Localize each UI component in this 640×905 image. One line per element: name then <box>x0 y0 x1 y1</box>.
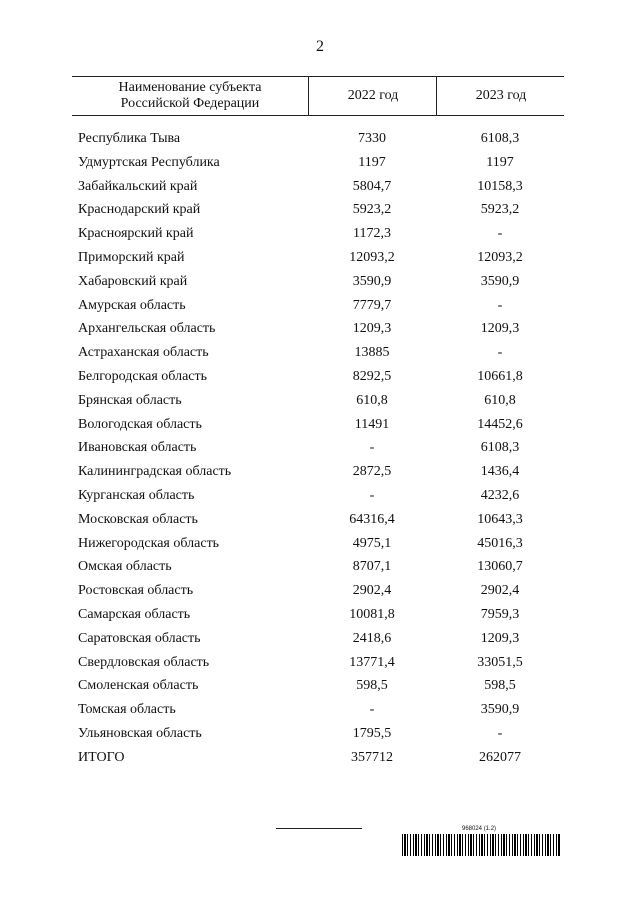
row-subject-name: Амурская область <box>78 297 186 313</box>
page-number: 2 <box>316 38 324 55</box>
row-value-2023: 14452,6 <box>477 416 523 432</box>
row-value-2022: 357712 <box>351 749 393 765</box>
row-value-2022: - <box>369 487 375 503</box>
row-value-2023: 45016,3 <box>477 535 523 551</box>
row-value-2022: 7330 <box>358 131 386 146</box>
row-value-2022: 8707,1 <box>352 559 392 575</box>
row-value-2023: 5923,2 <box>480 202 520 218</box>
table-row <box>72 580 564 604</box>
row-value-2022: 2418,6 <box>352 630 392 646</box>
table-row <box>72 390 564 414</box>
table-row <box>72 199 564 223</box>
row-value-2022: - <box>369 702 375 718</box>
table-row <box>72 247 564 271</box>
footer-divider <box>276 828 362 829</box>
row-subject-name: Вологодская область <box>78 416 202 432</box>
row-value-2022: 7779,7 <box>352 297 392 313</box>
row-subject-name: Красноярский край <box>78 226 194 242</box>
row-subject-name: Самарская область <box>78 606 191 622</box>
row-value-2022: 11491 <box>354 416 390 432</box>
row-value-2022: 2872,5 <box>352 464 392 480</box>
table-row <box>72 699 564 723</box>
row-value-2023: 598,5 <box>484 678 516 694</box>
row-value-2023: 13060,7 <box>477 559 523 575</box>
row-subject-name: Ростовская область <box>78 583 194 599</box>
row-value-2023: 10158,3 <box>477 178 523 194</box>
header-subject-name <box>72 77 308 115</box>
row-subject-name: Архангельская область <box>78 321 216 337</box>
row-value-2022: - <box>369 440 375 456</box>
row-value-2022: 13771,4 <box>349 654 395 670</box>
row-value-2022: 64316,4 <box>349 511 395 527</box>
row-value-2022: 3590,9 <box>352 273 392 289</box>
row-value-2022: 610,8 <box>356 392 388 408</box>
row-subject-name: Омская область <box>78 559 172 575</box>
table-row <box>72 223 564 247</box>
row-value-2022: 598,5 <box>356 678 388 694</box>
row-subject-name: Смоленская область <box>78 678 199 694</box>
header-subject-name-line2: Российской Федерации <box>120 96 260 111</box>
row-value-2023: 1436,4 <box>480 464 520 480</box>
row-subject-name: Удмуртская Республика <box>78 154 220 170</box>
row-value-2022: 1795,5 <box>352 725 392 741</box>
row-value-2023: 33051,5 <box>477 654 523 670</box>
row-subject-name: Приморский край <box>78 249 185 265</box>
row-subject-name: Забайкальский край <box>78 178 198 194</box>
table-header <box>72 76 564 116</box>
document-code: 968024 (1.2) <box>462 826 497 832</box>
row-value-2023: 12093,2 <box>477 249 523 265</box>
row-value-2022: 5804,7 <box>352 178 392 194</box>
table-row <box>72 556 564 580</box>
barcode <box>402 834 560 856</box>
table-row <box>72 152 564 176</box>
table-row <box>72 461 564 485</box>
table-row <box>72 628 564 652</box>
row-subject-name: Саратовская область <box>78 630 201 646</box>
row-subject-name: Хабаровский край <box>78 273 188 289</box>
table-row <box>72 509 564 533</box>
row-value-2023: - <box>497 226 503 242</box>
row-value-2023: - <box>497 725 503 741</box>
row-value-2022: 4975,1 <box>352 535 392 551</box>
row-value-2022: 2902,4 <box>352 583 392 599</box>
row-subject-name: Краснодарский край <box>78 202 201 218</box>
table-row <box>72 271 564 295</box>
table-row <box>72 342 564 366</box>
table-row <box>72 437 564 461</box>
table-row <box>72 747 564 771</box>
row-value-2023: 3590,9 <box>480 702 520 718</box>
row-value-2023: 1197 <box>486 154 514 170</box>
row-value-2022: 8292,5 <box>352 368 392 384</box>
table-row <box>72 675 564 699</box>
row-value-2023: - <box>497 345 503 361</box>
table-row <box>72 414 564 438</box>
row-value-2023: 7959,3 <box>480 606 520 622</box>
row-subject-name: Нижегородская область <box>78 535 220 551</box>
table-row <box>72 604 564 628</box>
row-subject-name: Томская область <box>78 702 176 718</box>
row-value-2022: 1197 <box>358 154 386 170</box>
row-subject-name: Курганская область <box>78 487 195 503</box>
row-value-2023: 6108,3 <box>480 440 520 456</box>
table-row <box>72 723 564 747</box>
table-row <box>72 485 564 509</box>
header-2023: 2023 год <box>436 77 565 115</box>
header-subject-name-line1: Наименование субъекта <box>118 80 262 95</box>
row-value-2023: 3590,9 <box>480 273 520 289</box>
table-row <box>72 176 564 200</box>
row-value-2022: 1172,3 <box>353 226 391 242</box>
row-value-2023: 10661,8 <box>477 368 523 384</box>
row-value-2022: 1209,3 <box>352 321 392 337</box>
row-value-2023: 6108,3 <box>480 131 520 146</box>
row-subject-name: Ульяновская область <box>78 725 202 741</box>
table-row <box>72 652 564 676</box>
row-value-2023: 4232,6 <box>480 487 520 503</box>
table-row <box>72 128 564 152</box>
row-subject-name: Республика Тыва <box>78 131 181 146</box>
row-subject-name: Брянская область <box>78 392 182 408</box>
row-value-2022: 13885 <box>354 345 390 361</box>
table-row <box>72 318 564 342</box>
row-subject-name: Свердловская область <box>78 654 210 670</box>
table-body <box>72 128 564 771</box>
table-row <box>72 366 564 390</box>
row-subject-name: Астраханская область <box>78 345 209 361</box>
row-subject-name: ИТОГО <box>78 749 125 765</box>
row-subject-name: Калининградская область <box>78 464 232 480</box>
row-value-2023: 1209,3 <box>480 630 520 646</box>
row-subject-name: Белгородская область <box>78 368 208 384</box>
row-value-2023: 610,8 <box>484 392 516 408</box>
row-subject-name: Московская область <box>78 511 198 527</box>
row-subject-name: Ивановская область <box>78 440 197 456</box>
row-value-2022: 12093,2 <box>349 249 395 265</box>
row-value-2023: 2902,4 <box>480 583 520 599</box>
row-value-2023: 262077 <box>479 749 521 765</box>
row-value-2023: - <box>497 297 503 313</box>
row-value-2022: 10081,8 <box>349 606 395 622</box>
header-2022: 2022 год <box>308 77 437 115</box>
table-row <box>72 533 564 557</box>
table-row <box>72 295 564 319</box>
row-value-2023: 10643,3 <box>477 511 523 527</box>
row-value-2022: 5923,2 <box>352 202 392 218</box>
row-value-2023: 1209,3 <box>480 321 520 337</box>
